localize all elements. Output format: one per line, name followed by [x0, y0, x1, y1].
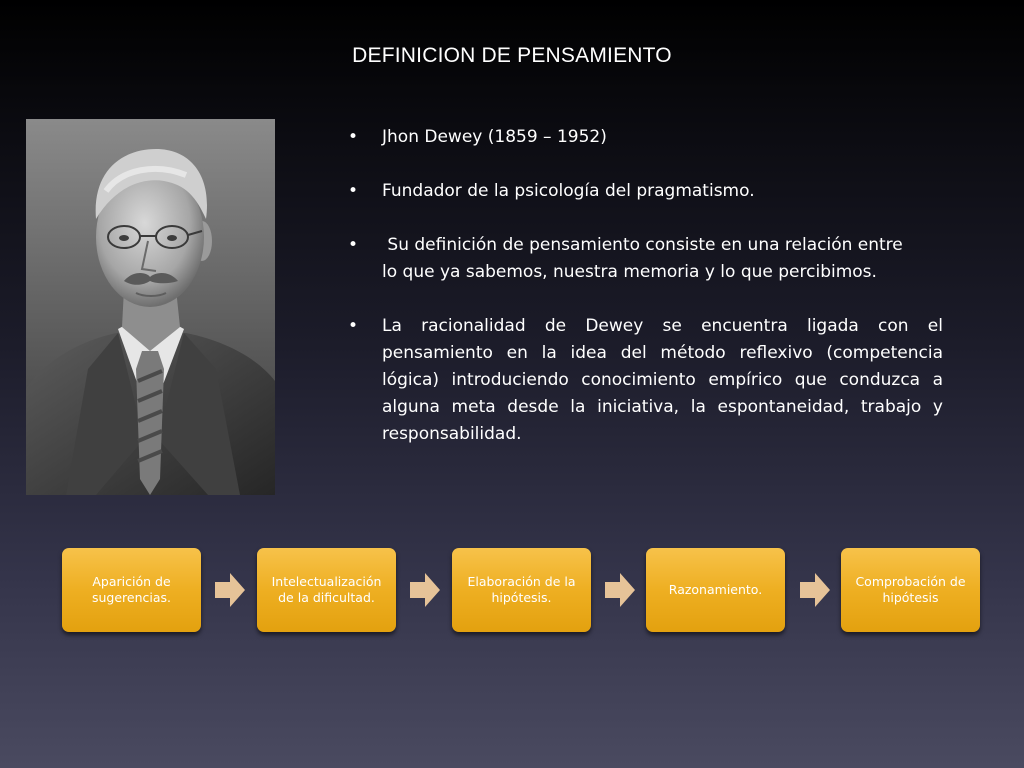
process-step-label: Intelectualización de la dificultad. [271, 574, 382, 605]
bullet-text: La racionalidad de Dewey se encuentra ligada con el pensamiento en la idea del método reflexivo (competencia lógica) introduciendo conocimiento empírico que conduzca a alguna meta desde la iniciativa, la espontaneidad, trabajo y responsabilidad. [382, 316, 943, 444]
process-step-reasoning [646, 548, 785, 632]
process-step-label: Aparición de sugerencias. [91, 574, 172, 605]
arrow-right-icon [215, 573, 245, 607]
arrow-right-icon [410, 573, 440, 607]
process-step-hypothesis-verification [841, 548, 980, 632]
process-step-intellectualization [257, 548, 396, 632]
process-step-label: Elaboración de la hipótesis. [467, 574, 576, 605]
bullet-marker: • [348, 316, 359, 336]
arrow-right-icon [605, 573, 635, 607]
portrait-photo [26, 119, 275, 495]
bullet-text: Fundador de la psicología del pragmatismo. [382, 181, 755, 201]
bullet-marker: • [348, 127, 359, 147]
arrow-right-icon [800, 573, 830, 607]
bullet-text: Su definición de pensamiento consiste en una relación entre lo que ya sabemos, nuestra memoria y lo que percibimos. [382, 235, 909, 282]
process-step-apparition [62, 548, 201, 632]
bullet-marker: • [348, 181, 359, 201]
bullet-marker: • [348, 235, 359, 255]
slide-title: DEFINICION DE PENSAMIENTO [352, 44, 672, 67]
process-flow [0, 548, 1024, 638]
bullet-item [346, 124, 943, 151]
bullet-item [346, 232, 943, 286]
process-step-label: Razonamiento. [668, 582, 763, 597]
bullet-list [346, 124, 943, 448]
process-step-label: Comprobación de hipótesis [855, 574, 966, 605]
bullet-item [346, 178, 943, 205]
process-step-hypothesis-elaboration [452, 548, 591, 632]
bullet-item [346, 313, 943, 448]
bullet-text: Jhon Dewey (1859 – 1952) [382, 127, 607, 147]
